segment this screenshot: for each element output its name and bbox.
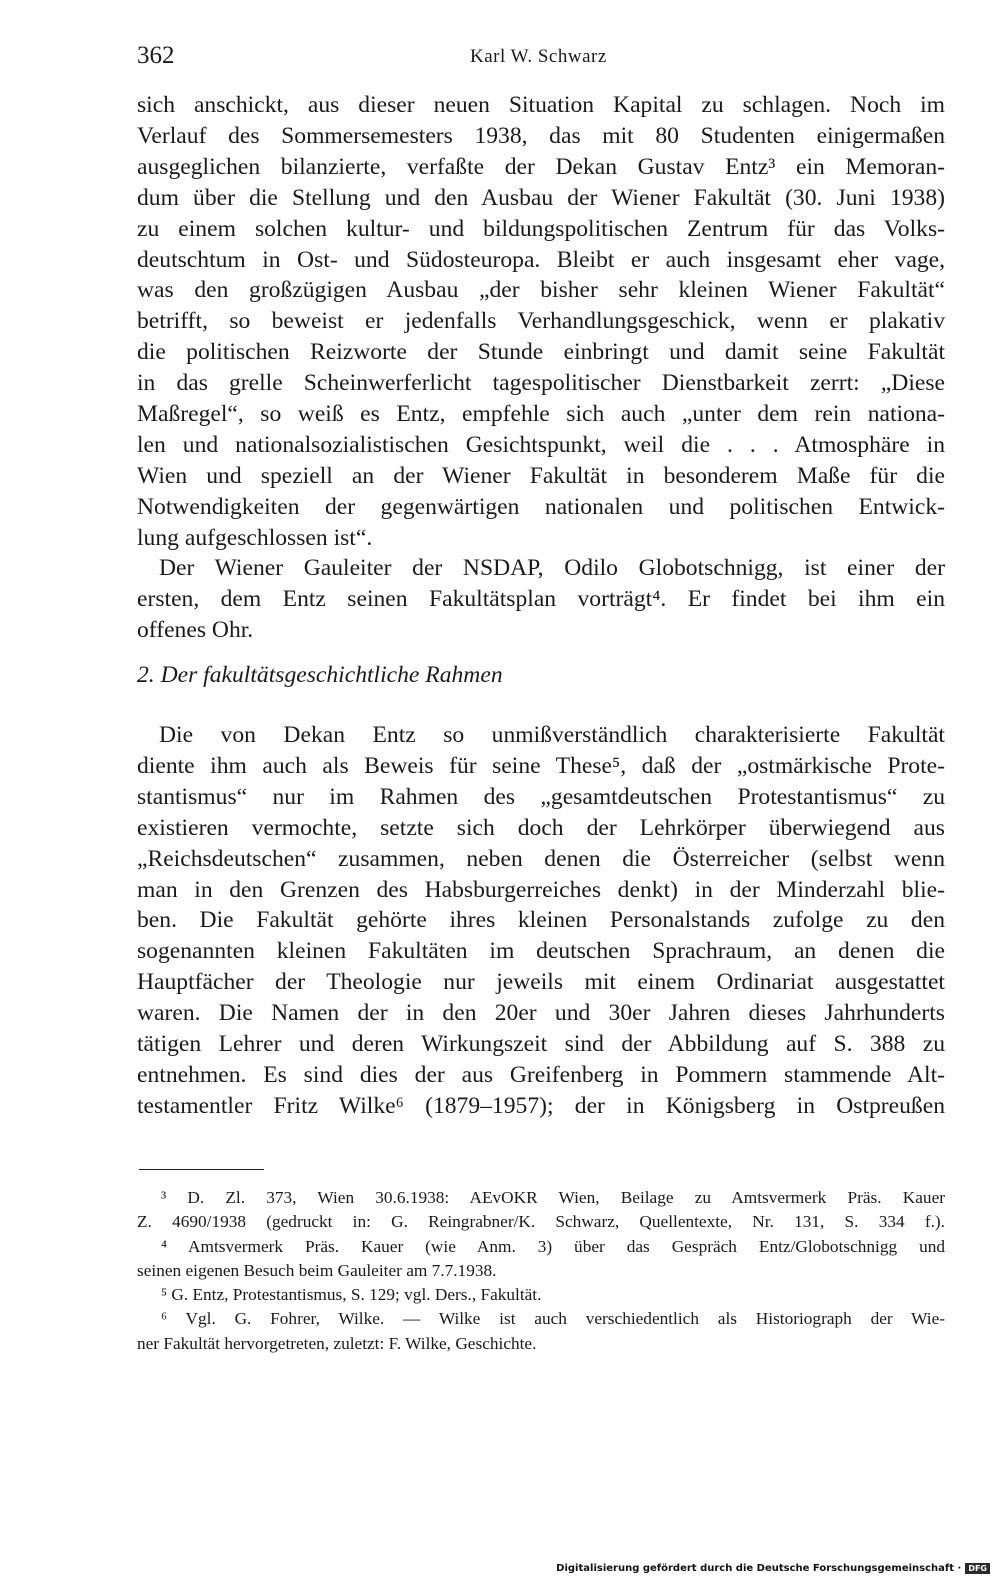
dfg-logo: DFG — [965, 1563, 990, 1574]
text-line: dum über die Stellung und den Ausbau der Wiener Fakultät (30. Juni 1938) — [137, 184, 945, 211]
text-line: len und nationalsozialistischen Gesichtspunkt, weil die . . . Atmosphäre in — [137, 431, 945, 458]
text-line: in das grelle Scheinwerferlicht tagespolitischer Dienstbarkeit zerrt: „Diese — [137, 370, 945, 397]
text-line: tätigen Lehrer und deren Wirkungszeit sind der Abbildung auf S. 388 zu — [137, 1031, 945, 1058]
paragraph-1 — [137, 90, 945, 554]
footnote-line: ⁵ G. Entz, Protestantismus, S. 129; vgl. Ders., Fakultät. — [161, 1285, 542, 1305]
text-line: lung aufgeschlossen ist“. — [137, 524, 373, 551]
section-heading: 2. Der fakultätsgeschichtliche Rahmen — [137, 662, 503, 688]
running-head: Karl W. Schwarz — [470, 46, 607, 67]
digitization-footer — [556, 1563, 990, 1574]
paragraph-2 — [137, 553, 945, 646]
text-line: man in den Grenzen des Habsburgerreiches denkt) in der Minderzahl blie- — [137, 876, 945, 903]
text-line: „Reichsdeutschen“ zusammen, neben denen die Österreicher (selbst wenn — [137, 845, 945, 872]
text-line: Notwendigkeiten der gegenwärtigen nationalen und politischen Entwick- — [137, 493, 945, 520]
text-line: sogenannten kleinen Fakultäten im deutschen Sprachraum, an denen die — [137, 938, 945, 965]
footnote-line: ⁶ Vgl. G. Fohrer, Wilke. — Wilke ist auch verschiedentlich als Historiograph der Wie- — [161, 1309, 945, 1329]
text-line: diente ihm auch als Beweis für seine These⁵, daß der „ostmärkische Prote- — [137, 752, 945, 779]
footnote-rule — [139, 1169, 264, 1170]
text-line: sich anschickt, aus dieser neuen Situation Kapital zu schlagen. Noch im — [137, 92, 945, 118]
text-line: Die von Dekan Entz so unmißverständlich charakterisierte Fakultät — [159, 722, 945, 748]
text-line: existieren vermochte, setzte sich doch der Lehrkörper überwiegend aus — [137, 814, 945, 841]
text-line: offenes Ohr. — [137, 616, 254, 643]
text-line: entnehmen. Es sind dies der aus Greifenberg in Pommern stammende Alt- — [137, 1061, 945, 1088]
text-line: Hauptfächer der Theologie nur jeweils mit einem Ordinariat ausgestattet — [137, 969, 945, 996]
text-line: ersten, dem Entz seinen Fakultätsplan vorträgt⁴. Er findet bei ihm ein — [137, 585, 945, 612]
text-line: Verlauf des Sommersemesters 1938, das mit 80 Studenten einigermaßen — [137, 122, 945, 149]
text-line: Maßregel“, so weiß es Entz, empfehle sich auch „unter dem rein nationa- — [137, 401, 945, 428]
text-line: was den großzügigen Ausbau „der bisher sehr kleinen Wiener Fakultät“ — [137, 277, 945, 304]
footnote-line: ⁴ Amtsvermerk Präs. Kauer (wie Anm. 3) über das Gespräch Entz/Globotschnigg und — [161, 1236, 945, 1256]
text-line: stantismus“ nur im Rahmen des „gesamtdeutschen Protestantismus“ zu — [137, 783, 945, 810]
footnote-line: ner Fakultät hervorgetreten, zuletzt: F. Wilke, Geschichte. — [137, 1333, 537, 1353]
text-line: ben. Die Fakultät gehörte ihres kleinen Personalstands zufolge zu den — [137, 907, 945, 934]
text-line: testamentler Fritz Wilke⁶ (1879–1957); der in Königsberg in Ostpreußen — [137, 1092, 945, 1119]
paragraph-3 — [137, 720, 945, 1122]
text-line: Wien und speziell an der Wiener Fakultät in besonderem Maße für die — [137, 462, 945, 489]
footnote-line: Z. 4690/1938 (gedruckt in: G. Reingrabner/K. Schwarz, Quellentexte, Nr. 131, S. 334 f.). — [137, 1212, 945, 1232]
text-line: betrifft, so beweist er jedenfalls Verhandlungsgeschick, wenn er plakativ — [137, 308, 945, 335]
footer-text: Digitalisierung gefördert durch die Deutsche Forschungsgemeinschaft · — [556, 1563, 962, 1574]
text-line: deutschtum in Ost- und Südosteuropa. Bleibt er auch insgesamt eher vage, — [137, 246, 945, 273]
text-line: waren. Die Namen der in den 20er und 30er Jahren dieses Jahrhunderts — [137, 1000, 945, 1027]
page-number: 362 — [137, 42, 175, 69]
text-line: die politischen Reizworte der Stunde einbringt und damit seine Fakultät — [137, 339, 945, 366]
footnotes — [137, 1186, 945, 1356]
text-line: ausgeglichen bilanzierte, verfaßte der Dekan Gustav Entz³ ein Memoran- — [137, 153, 945, 180]
text-line: Der Wiener Gauleiter der NSDAP, Odilo Globotschnigg, ist einer der — [159, 555, 945, 581]
footnote-line: seinen eigenen Besuch beim Gauleiter am 7.7.1938. — [137, 1260, 497, 1280]
footnote-line: ³ D. Zl. 373, Wien 30.6.1938: AEvOKR Wien, Beilage zu Amtsvermerk Präs. Kauer — [161, 1188, 945, 1207]
text-line: zu einem solchen kultur- und bildungspolitischen Zentrum für das Volks- — [137, 215, 945, 242]
